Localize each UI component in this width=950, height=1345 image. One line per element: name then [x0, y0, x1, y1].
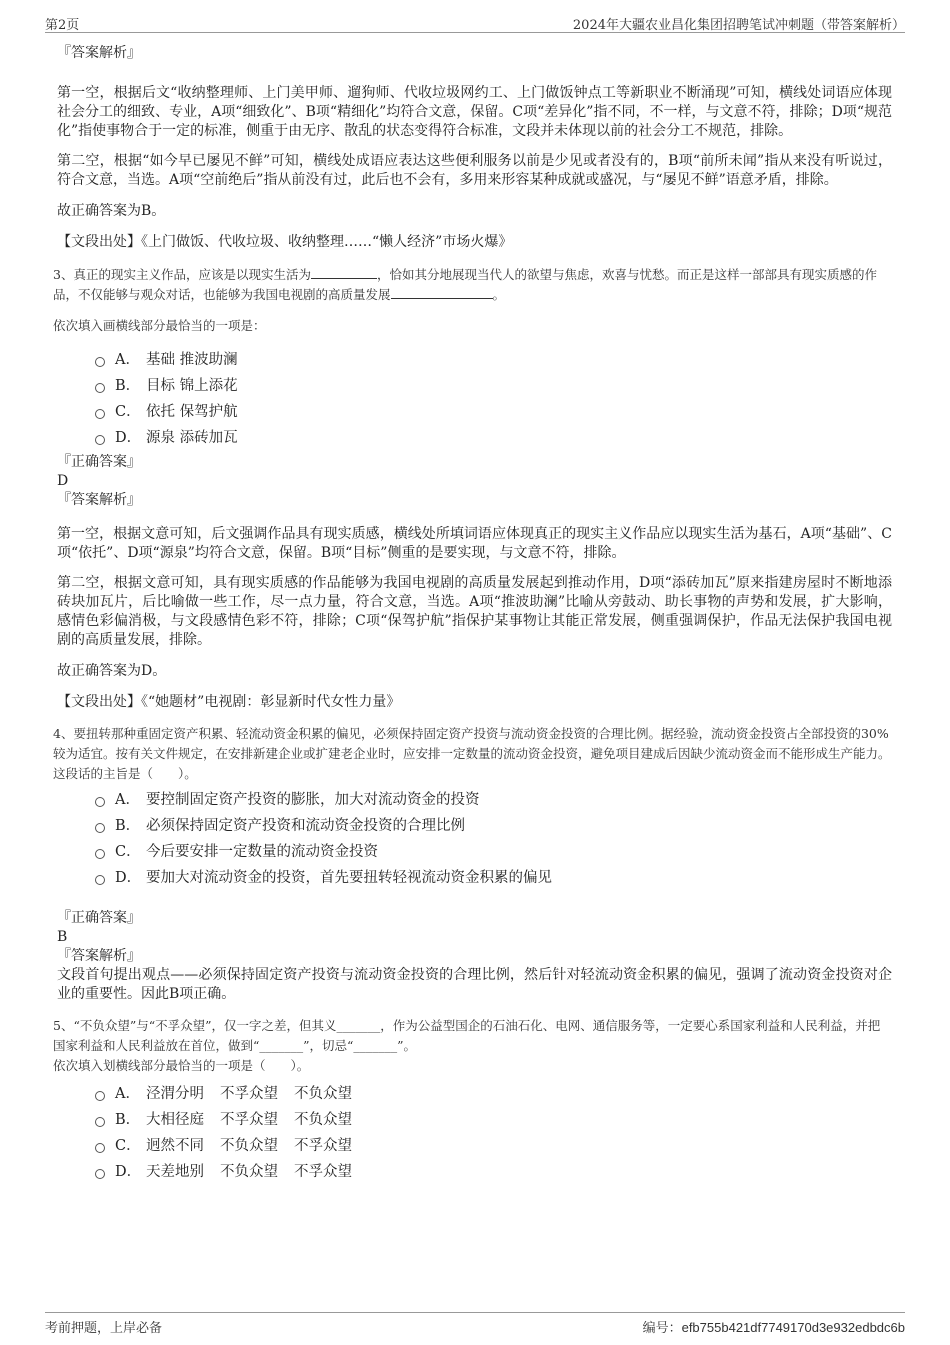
q4-answer: B — [57, 929, 68, 945]
q3-options — [95, 347, 892, 451]
q3-answer: D — [57, 473, 69, 489]
q3-conclusion: 故正确答案为D。 — [57, 663, 167, 679]
option-d[interactable]: D． 要加大对流动资金的投资，首先要扭转轻视流动资金积累的偏见 — [95, 865, 892, 891]
radio-icon[interactable] — [95, 797, 105, 807]
option-b[interactable]: B． 必须保持固定资产投资和流动资金投资的合理比例 — [95, 813, 892, 839]
radio-icon[interactable] — [95, 357, 105, 367]
q3-stem: 3、真正的现实主义作品，应该是以现实生活为 ，恰如其分地展现当代人的欲望与焦虑，欢喜与忧愁。而正是这样一部部具有现实质感的作品，不仅能够与观众对话，也能够为我国电视剧的高质量发展 。 — [53, 267, 877, 302]
page-number: 第2页 — [45, 18, 80, 33]
q2-analysis-p1: 第一空，根据后文“收纳整理师、上门美甲师、遛狗师、代收垃圾网约工、上门做饭钟点工等新职业不断涌现”可知，横线处词语应体现社会分工的细致、专业，A项“细致化”、B项“精细化”均符合文意，保留。C项“差异化”指不同，不一样，与文意不符，排除；D项“规范化”指使事物合于一定的标准，侧重于由无序、散乱的状态变得符合标准，文段并未体现以前的社会分工不规范，排除。 — [57, 85, 892, 139]
option-a[interactable]: A． 要控制固定资产投资的膨胀，加大对流动资金的投资 — [95, 787, 892, 813]
option-c[interactable]: C． 今后要安排一定数量的流动资金投资 — [95, 839, 892, 865]
q5-options — [95, 1081, 892, 1185]
radio-icon[interactable] — [95, 1169, 105, 1179]
option-b[interactable]: B． 大相径庭 不孚众望 不负众望 — [95, 1107, 892, 1133]
document-title: 2024年大疆农业昌化集团招聘笔试冲刺题（带答案解析） — [572, 18, 905, 33]
option-d[interactable]: D． 天差地别 不负众望 不孚众望 — [95, 1159, 892, 1185]
radio-icon[interactable] — [95, 435, 105, 445]
page-footer — [45, 1312, 905, 1337]
q5-stem: 5、“不负众望”与“不孚众望”，仅一字之差，但其义_______，作为公益型国企的石油石化、电网、通信服务等，一定要心系国家利益和人民利益，并把国家利益和人民利益放在首位，做到“_______”，切忌“_______”。 — [53, 1018, 881, 1053]
q2-conclusion: 故正确答案为B。 — [57, 203, 166, 219]
option-c[interactable]: C． 依托 保驾护航 — [95, 399, 892, 425]
option-c[interactable]: C． 迥然不同 不负众望 不孚众望 — [95, 1133, 892, 1159]
blank — [311, 265, 377, 279]
radio-icon[interactable] — [95, 875, 105, 885]
radio-icon[interactable] — [95, 849, 105, 859]
radio-icon[interactable] — [95, 409, 105, 419]
radio-icon[interactable] — [95, 1091, 105, 1101]
q4-stem: 4、要扭转那种重固定资产积累、轻流动资金积累的偏见，必须保持固定资产投资与流动资金投资的合理比例。据经验，流动资金投资占全部投资的30%较为适宜。按有关文件规定，在安排新建企业或扩建老企业时，应安排一定数量的流动资金投资，避免项目建成后因缺少流动资金而不能形成生产能力。 — [53, 726, 891, 761]
footer-slogan: 考前押题，上岸必备 — [45, 1321, 163, 1336]
q3-answer-label: 『正确答案』 — [57, 454, 141, 470]
option-a[interactable]: A． 基础 推波助澜 — [95, 347, 892, 373]
q4-analysis: 文段首句提出观点——必须保持固定资产投资与流动资金投资的合理比例，然后针对轻流动资金积累的偏见，强调了流动资金投资对企业的重要性。因此B项正确。 — [57, 967, 892, 1002]
q3-prompt: 依次填入画横线部分最恰当的一项是： — [53, 318, 266, 333]
q5-prompt: 依次填入划横线部分最恰当的一项是（ ）。 — [53, 1058, 310, 1073]
q2-analysis-p2: 第二空，根据“如今早已屡见不鲜”可知，横线处成语应表达这些便利服务以前是少见或者没有的，B项“前所未闻”指从来没有听说过，符合文意，当选。A项“空前绝后”指从前没有过，此后也不会有，多用来形容某种成就或盛况，与“屡见不鲜”语意矛盾，排除。 — [57, 153, 892, 188]
page-header — [45, 12, 905, 33]
q4-analysis-label: 『答案解析』 — [57, 948, 141, 964]
q2-source: 【文段出处】《上门做饭、代收垃圾、收纳整理……“懒人经济”市场火爆》 — [57, 234, 513, 250]
page-content — [53, 40, 892, 1185]
option-b[interactable]: B． 目标 锦上添花 — [95, 373, 892, 399]
document-code: 编号：efb755b421df7749170d3e932edbdc6b — [642, 1320, 905, 1336]
option-a[interactable]: A． 泾渭分明 不孚众望 不负众望 — [95, 1081, 892, 1107]
q3-analysis-p1: 第一空，根据文意可知，后文强调作品具有现实质感，横线处所填词语应体现真正的现实主义作品应以现实生活为基石，A项“基础”、C项“依托”、D项“源泉”均符合文意，保留。B项“目标”侧重的是要实现，与文意不符，排除。 — [57, 526, 892, 561]
q3-analysis-label: 『答案解析』 — [57, 492, 141, 508]
q2-analysis-label: 『答案解析』 — [57, 45, 141, 61]
radio-icon[interactable] — [95, 383, 105, 393]
radio-icon[interactable] — [95, 1117, 105, 1127]
q3-source: 【文段出处】《“她题材”电视剧：彰显新时代女性力量》 — [57, 694, 401, 710]
option-d[interactable]: D． 源泉 添砖加瓦 — [95, 425, 892, 451]
q3-analysis-p2: 第二空，根据文意可知，具有现实质感的作品能够为我国电视剧的高质量发展起到推动作用，D项“添砖加瓦”原来指建房屋时不断地添砖块加瓦片，后比喻做一些工作，尽一点力量，符合文意，当选。A项“推波助澜”比喻从旁鼓动、助长事物的声势和发展，扩大影响，感情色彩偏消极，与文段感情色彩不符，排除；C项“保驾护航”指保护某事物让其能正常发展，侧重强调保护，作品无法保护我国电视剧的高质量发展，排除。 — [57, 575, 892, 648]
radio-icon[interactable] — [95, 1143, 105, 1153]
blank — [391, 285, 493, 299]
q4-prompt: 这段话的主旨是（ ）。 — [53, 766, 197, 781]
radio-icon[interactable] — [95, 823, 105, 833]
q4-options — [95, 787, 892, 891]
q4-answer-label: 『正确答案』 — [57, 910, 141, 926]
